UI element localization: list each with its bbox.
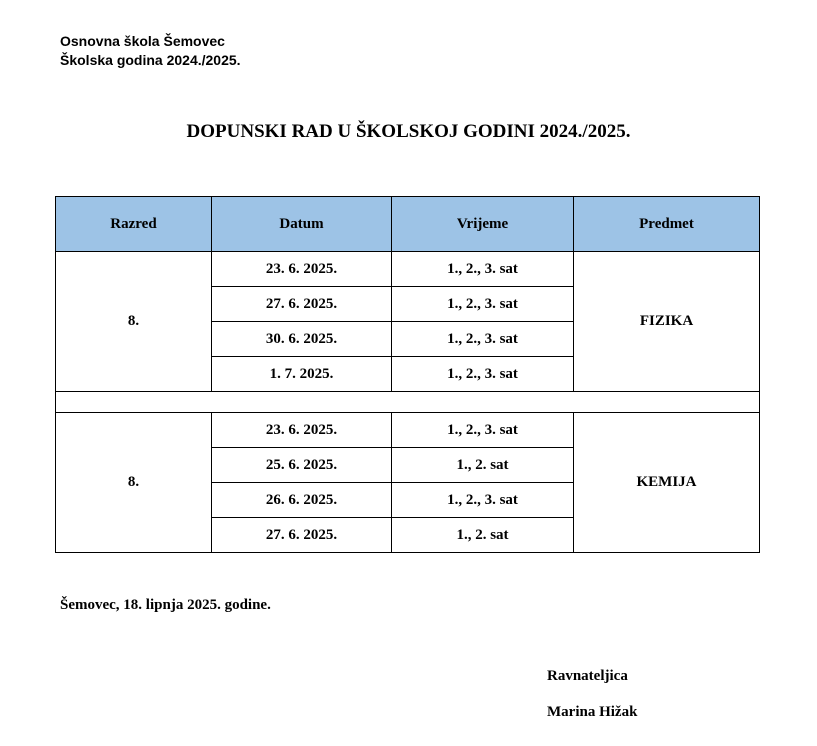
signature-name: Marina Hižak	[547, 704, 638, 720]
column-header-vrijeme: Vrijeme	[392, 197, 574, 252]
vrijeme-cell: 1., 2. sat	[392, 518, 574, 553]
razred-cell: 8.	[56, 413, 212, 553]
datum-cell: 26. 6. 2025.	[212, 483, 392, 518]
vrijeme-cell: 1., 2., 3. sat	[392, 322, 574, 357]
place-date: Šemovec, 18. lipnja 2025. godine.	[60, 597, 271, 613]
predmet-cell: KEMIJA	[574, 413, 760, 553]
table-row	[56, 252, 760, 287]
datum-cell: 1. 7. 2025.	[212, 357, 392, 392]
table-header-row	[56, 197, 760, 252]
vrijeme-cell: 1., 2., 3. sat	[392, 252, 574, 287]
school-name: Osnovna škola Šemovec	[60, 33, 225, 49]
datum-cell: 25. 6. 2025.	[212, 448, 392, 483]
page-title: DOPUNSKI RAD U ŠKOLSKOJ GODINI 2024./2025.	[186, 121, 631, 142]
separator-cell	[56, 392, 760, 413]
vrijeme-cell: 1., 2., 3. sat	[392, 413, 574, 448]
razred-cell: 8.	[56, 252, 212, 392]
datum-cell: 23. 6. 2025.	[212, 252, 392, 287]
signature-role: Ravnateljica	[547, 668, 628, 684]
separator-row	[56, 392, 760, 413]
schedule-table	[55, 196, 760, 553]
column-header-predmet: Predmet	[574, 197, 760, 252]
datum-cell: 23. 6. 2025.	[212, 413, 392, 448]
datum-cell: 27. 6. 2025.	[212, 287, 392, 322]
column-header-datum: Datum	[212, 197, 392, 252]
vrijeme-cell: 1., 2., 3. sat	[392, 357, 574, 392]
column-header-razred: Razred	[56, 197, 212, 252]
table-row	[56, 413, 760, 448]
datum-cell: 30. 6. 2025.	[212, 322, 392, 357]
predmet-cell: FIZIKA	[574, 252, 760, 392]
datum-cell: 27. 6. 2025.	[212, 518, 392, 553]
vrijeme-cell: 1., 2., 3. sat	[392, 287, 574, 322]
school-year: Školska godina 2024./2025.	[60, 52, 241, 68]
vrijeme-cell: 1., 2. sat	[392, 448, 574, 483]
document-header	[60, 32, 241, 70]
vrijeme-cell: 1., 2., 3. sat	[392, 483, 574, 518]
